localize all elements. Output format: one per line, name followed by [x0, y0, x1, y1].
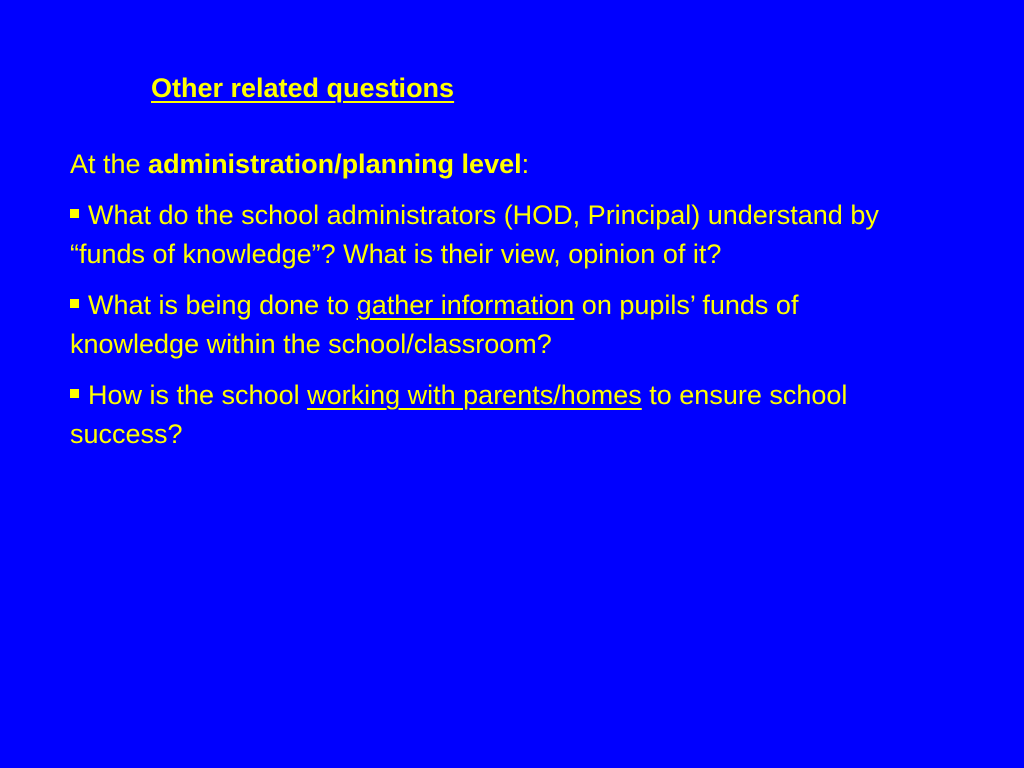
square-bullet-icon: [70, 389, 79, 398]
intro-emphasis: administration/planning level: [148, 149, 522, 179]
bullet-item: [70, 196, 890, 274]
intro-suffix: :: [521, 149, 530, 179]
bullet-underlined-text: working with parents/homes: [307, 380, 642, 410]
slide-content: [70, 145, 890, 466]
bullet-text: What do the school administrators (HOD, Principal) understand by “funds of knowledge”? What is their view, opinion of it?: [70, 200, 879, 269]
bullet-text-after: to ensure school success?: [70, 380, 848, 449]
square-bullet-icon: [70, 209, 79, 218]
bullet-item: [70, 376, 890, 454]
slide-title: Other related questions: [151, 73, 455, 103]
intro-line: [70, 145, 890, 184]
bullet-underlined-text: gather information: [356, 290, 575, 320]
bullet-text-after: on pupils’ funds of knowledge within the school/classroom?: [70, 290, 799, 359]
bullet-text-before: How is the school: [88, 380, 308, 410]
square-bullet-icon: [70, 299, 79, 308]
intro-prefix: At the: [70, 149, 149, 179]
bullet-text-before: What is being done to: [88, 290, 357, 320]
bullet-item: [70, 286, 890, 364]
